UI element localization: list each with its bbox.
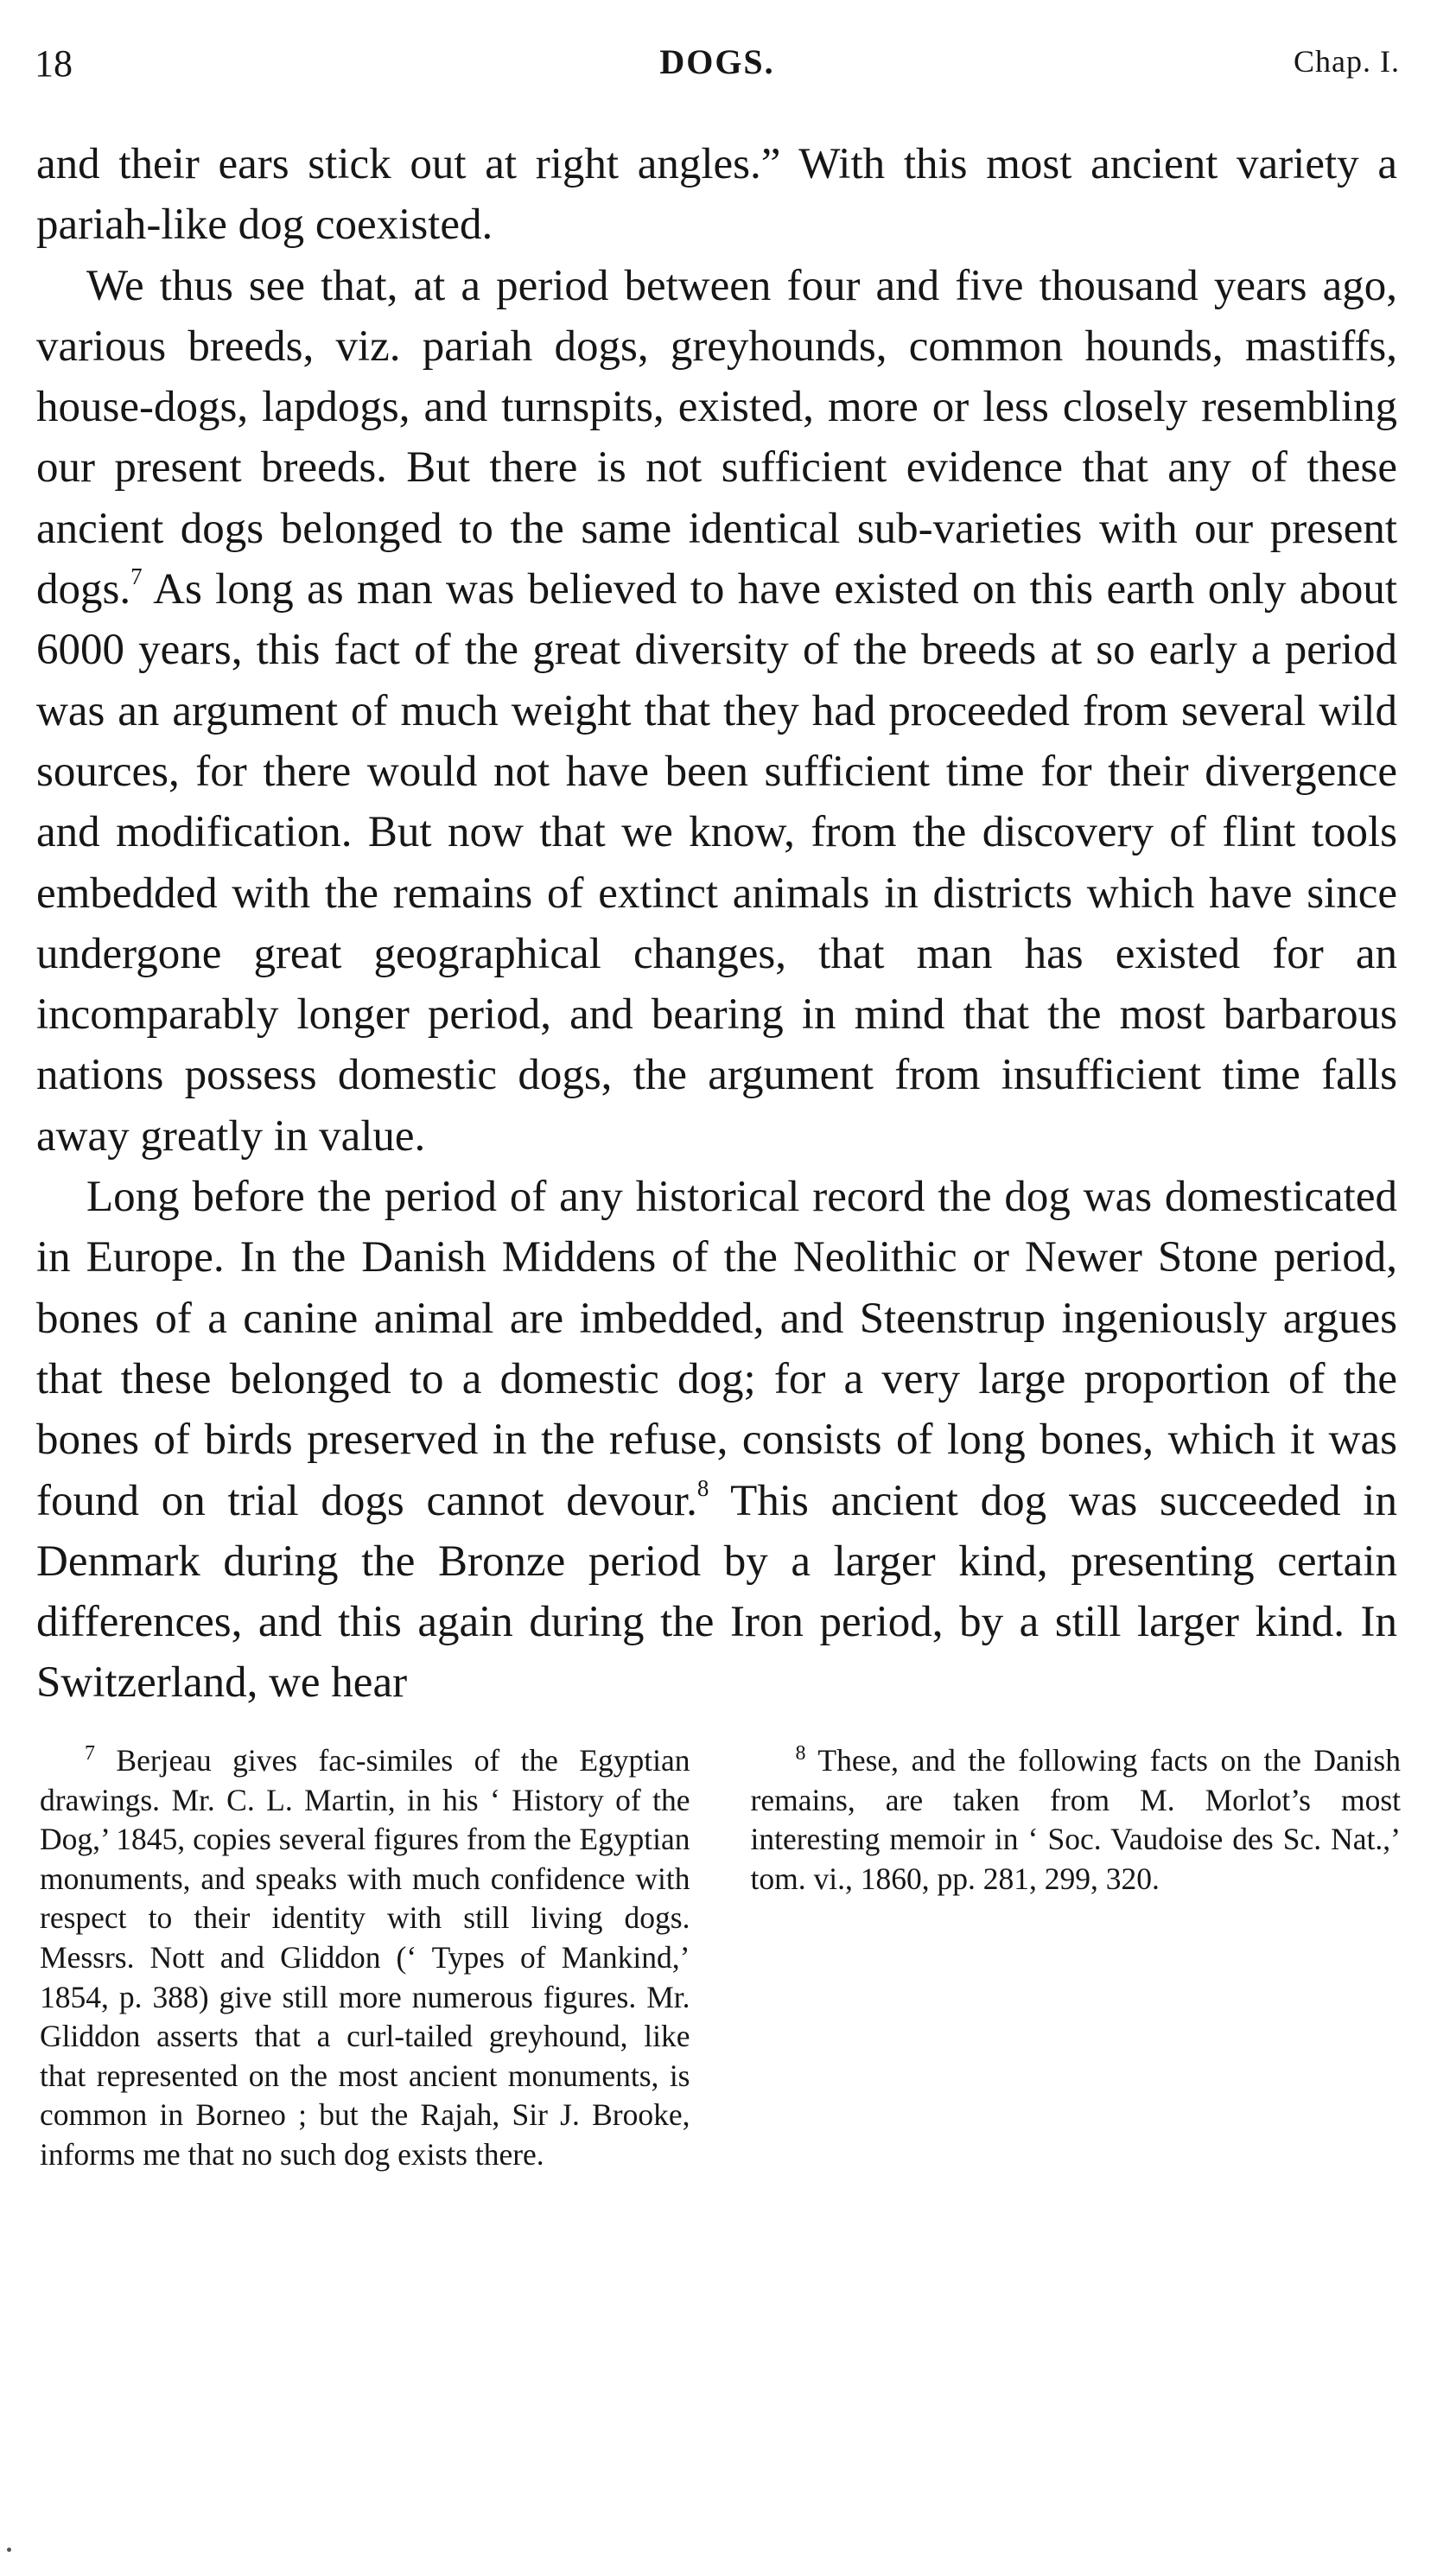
- running-title: DOGS.: [659, 42, 775, 81]
- paragraph: and their ears stick out at right angles.” With this most ancient variety a pariah-like dog coexisted.: [36, 140, 1397, 250]
- footnotes: [40, 1741, 1401, 2225]
- main-text: [36, 134, 1397, 1714]
- chapter-label: Chap. I.: [1294, 44, 1400, 79]
- paragraph: [36, 1167, 1397, 1714]
- running-head: [35, 41, 1400, 93]
- paragraph-text: This ancient dog was succeeded in Denmark during the Bronze period by a larger kind, presenting certain differences, and this again during the Iron period, by a still larger kind. In Switzerland, we hear: [36, 1476, 1397, 1708]
- footnote-text: Berjeau gives fac-similes of the Egyptian drawings. Mr. C. L. Martin, in his ‘ History of the Dog,’ 1845, copies several figures from the Egyptian monuments, and speaks with much confidence with respect to their identity with still living dogs. Messrs. Nott and Gliddon (‘ Types of Mankind,’ 1854, p. 388) give still more numerous figures. Mr. Gliddon asserts that a curl-tailed greyhound, like that represented on the most ancient monuments, is common in Borneo ; but the Rajah, Sir J. Brooke, informs me that no such dog exists there.: [40, 1743, 690, 2172]
- scan-speck: [7, 2548, 11, 2552]
- paragraph: [36, 256, 1397, 1167]
- footnote-marker: 7: [85, 1742, 95, 1765]
- paragraph-text: Long before the period of any historical record the dog was domesticated in Europe. In the Danish Middens of the Neolithic or Newer Stone period, bones of a canine animal are imbedded, and Steenstrup ingeniously argues that these belonged to a domestic dog; for a very large proportion of the bones of birds preserved in the refuse, consists of long bones, which it was found on trial dogs cannot devour.: [36, 1173, 1397, 1525]
- footnote-text: These, and the following facts on the Danish remains, are taken from M. Morlot’s most interesting memoir in ‘ Soc. Vaudoise des Sc. Nat.,’ tom. vi., 1860, pp. 281, 299, 320.: [750, 1743, 1401, 1896]
- footnote: [40, 1741, 690, 2175]
- page-number: 18: [35, 42, 73, 85]
- footnote-reference: 7: [130, 563, 143, 590]
- paragraph-text: We thus see that, at a period between four and five thousand years ago, various breeds, viz. pariah dogs, greyhounds, common hounds, mastiffs, house-dogs, lapdogs, and turnspits, existed, more or less closely resembling our present breeds. But there is not sufficient evidence that any of these ancient dogs belonged to the same identical sub-varieties with our present dogs.: [36, 261, 1397, 614]
- paragraph-text: As long as man was believed to have existed on this earth only about 6000 years, this fact of the great diversity of the breeds at so early a period was an argument of much weight that they had proceeded from several wild sources, for there would not have been sufficient time for their divergence and modification. But now that we know, from the discovery of flint tools embedded with the remains of extinct animals in districts which have since undergone great geographical changes, that man has existed for an incomparably longer period, and bearing in mind that the most barbarous nations possess domestic dogs, the argument from insufficient time falls away greatly in value.: [36, 565, 1397, 1161]
- footnote-marker: 8: [795, 1742, 806, 1765]
- footnote-reference: 8: [696, 1474, 709, 1501]
- footnote: [751, 1741, 1402, 1899]
